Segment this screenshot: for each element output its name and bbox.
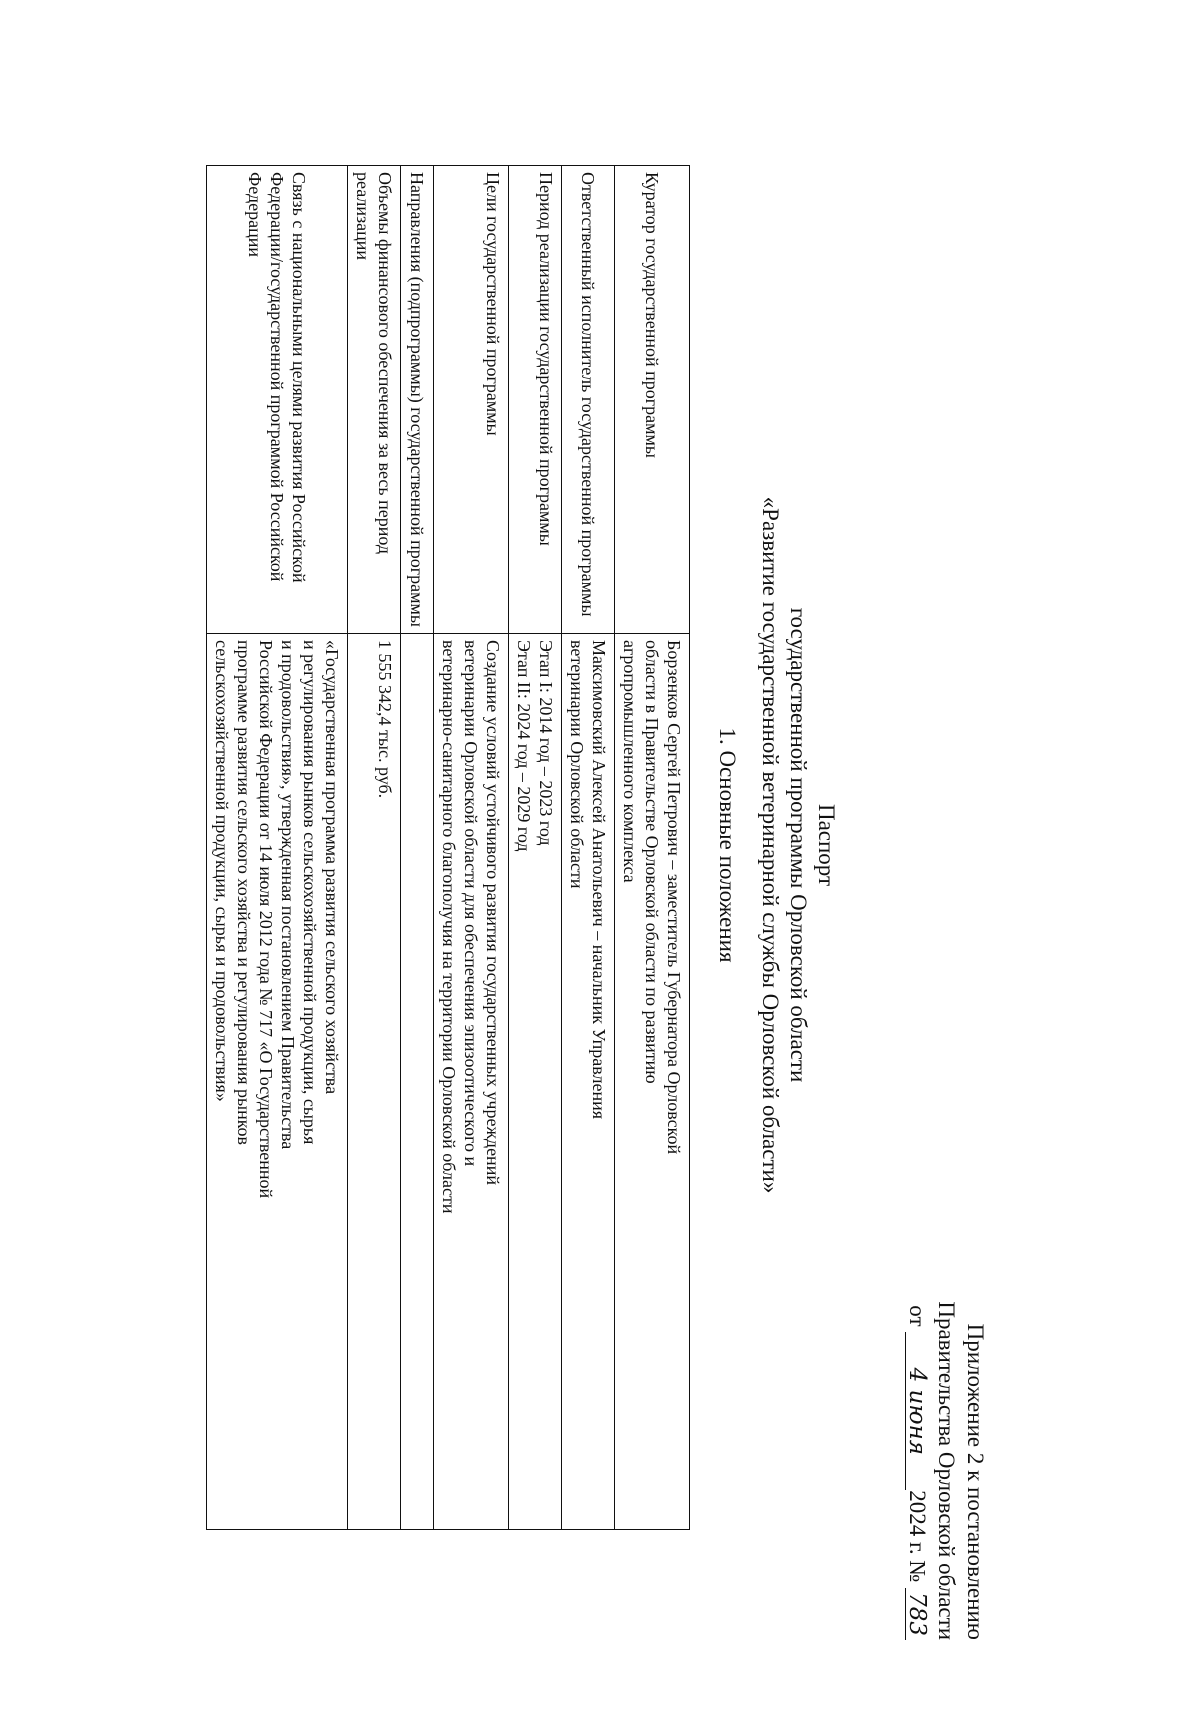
row-value (207, 634, 348, 1530)
value-line: Российской Федерации от 14 июля 2012 года № 717 «О Государственной (256, 640, 276, 1199)
handwritten-date: 4 июня (905, 1332, 928, 1490)
row-label: Период реализации государственной программы (509, 166, 562, 634)
value-line: сельскохозяйственной продукции, сырья и продовольствия» (212, 640, 232, 1102)
row-label: Цели государственной программы (434, 166, 509, 634)
appendix-block (903, 1080, 990, 1640)
row-value (348, 634, 401, 1530)
row-value (434, 634, 509, 1530)
value-line: ветеринарии Орловской области (567, 640, 587, 889)
value-line: Максимовский Алексей Анатольевич – начальник Управления (589, 640, 609, 1120)
row-value (509, 634, 562, 1530)
value-line: Борзенков Сергей Петрович – заместитель Губернатора Орловской (664, 640, 684, 1155)
value-line: области в Правительстве Орловской области по развитию (642, 640, 662, 1084)
row-value (401, 634, 434, 1530)
value-line: агропромышленного комплекса (620, 640, 640, 883)
appendix-line-3 (903, 1080, 932, 1640)
title-line-2: государственной программы Орловской области (786, 607, 811, 1083)
value-line: Создание условий устойчивого развития государственных учреждений (483, 640, 503, 1185)
table-row (401, 166, 434, 1530)
value-line: 1 555 342,4 тыс. руб. (375, 640, 395, 799)
appendix-line-2: Правительства Орловской области (934, 1301, 959, 1640)
table-row (615, 166, 690, 1530)
row-label: Связь с национальными целями развития Российской Федерации/государственной программой Российской Федерации (207, 166, 348, 634)
value-line: Этап II: 2024 год – 2029 год (514, 640, 534, 852)
row-label: Направления (подпрограммы) государственной программы (401, 166, 434, 634)
table-row (348, 166, 401, 1530)
title-line-1: Паспорт (814, 803, 839, 887)
value-line: ветеринарии Орловской области для обеспечения эпизоотического и (461, 640, 481, 1167)
table-row (509, 166, 562, 1530)
table-row (562, 166, 615, 1530)
row-label: Куратор государственной программы (615, 166, 690, 634)
passport-table (206, 165, 690, 1530)
rotated-content (212, 65, 1010, 1640)
document-title (756, 65, 840, 1625)
table-row (434, 166, 509, 1530)
row-label: Ответственный исполнитель государственной программы (562, 166, 615, 634)
value-line: Этап I: 2014 год – 2023 год (536, 640, 556, 846)
value-line: и регулирования рынков сельскохозяйственной продукции, сырья (300, 640, 320, 1145)
appendix-prefix: от (905, 1305, 930, 1327)
value-line: и продовольствия», утвержденная постановлением Правительства (278, 640, 298, 1150)
row-value (562, 634, 615, 1530)
row-value (615, 634, 690, 1530)
appendix-line-1: Приложение 2 к постановлению (963, 1323, 988, 1640)
value-line: ветеринарно-санитарного благополучия на территории Орловской области (439, 640, 459, 1214)
title-line-3: «Развитие государственной ветеринарной службы Орловской области» (758, 496, 783, 1194)
row-label: Объемы финансового обеспечения за весь период реализации (348, 166, 401, 634)
table-row (207, 166, 348, 1530)
value-line: программе развития сельского хозяйства и регулирования рынков (234, 640, 254, 1146)
section-heading: 1. Основные положения (715, 727, 740, 963)
appendix-year: 2024 г. № (905, 1490, 930, 1583)
value-line: «Государственная программа развития сельского хозяйства (322, 640, 342, 1095)
handwritten-number: 783 (905, 1588, 928, 1640)
